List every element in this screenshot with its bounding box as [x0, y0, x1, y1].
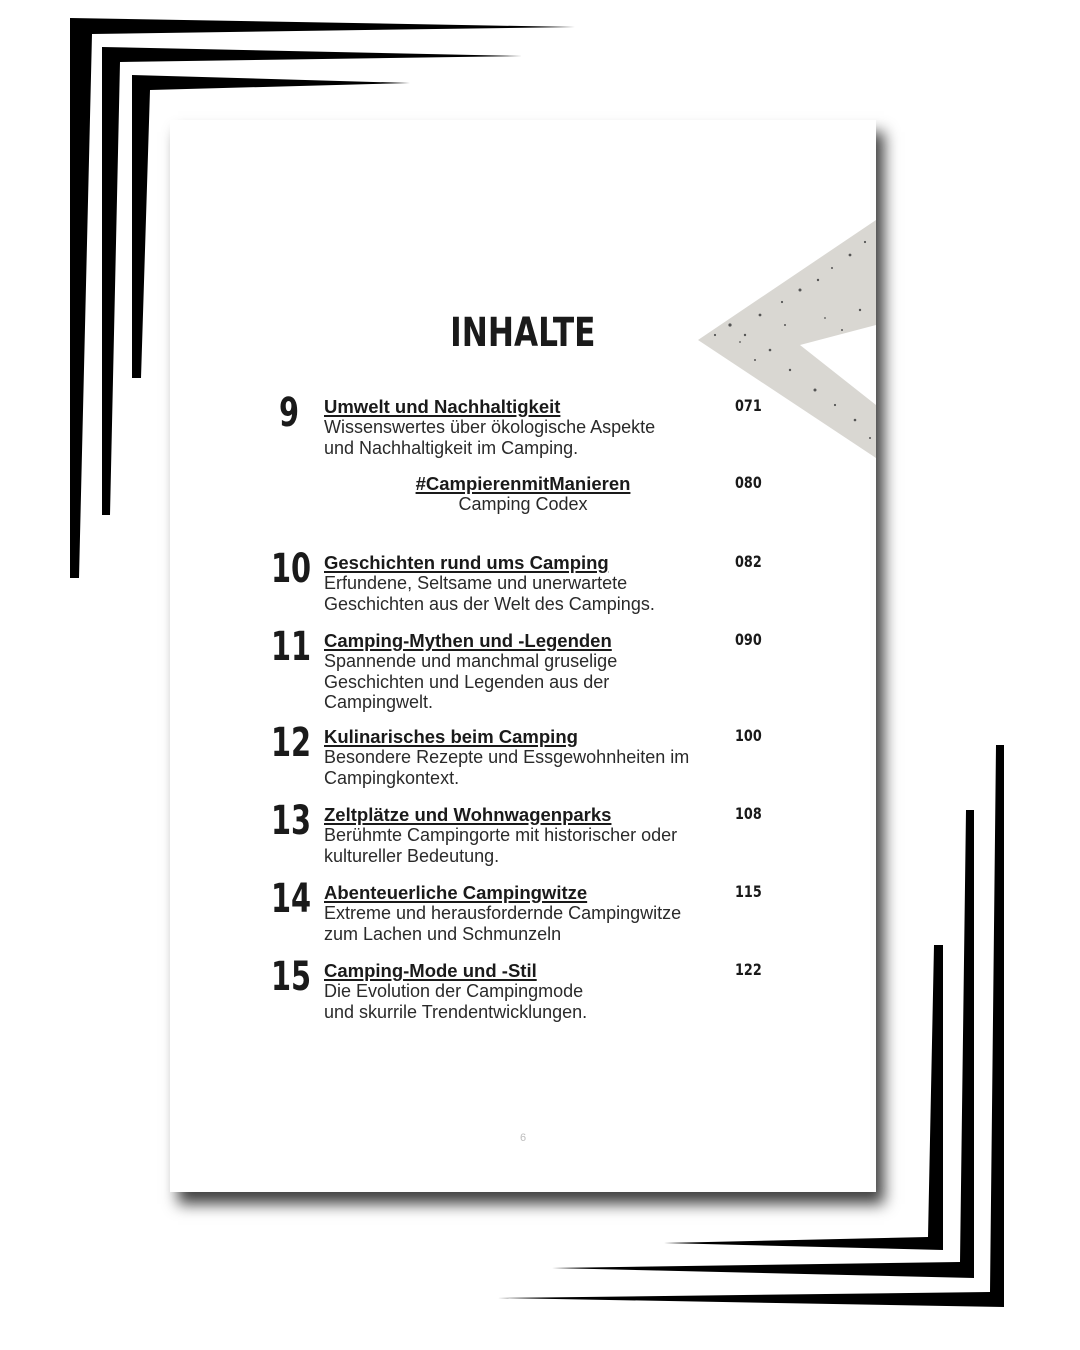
chapter-number: 15: [271, 954, 312, 1000]
chapter-description: Spannende und manchmal gruselige Geschichten und Legenden aus der Campingwelt.: [324, 651, 618, 712]
chapter-heading[interactable]: Camping-Mode und -Stil: [324, 960, 537, 981]
chapter-heading[interactable]: Geschichten rund ums Camping: [324, 552, 609, 573]
chapter-heading[interactable]: Kulinarisches beim Camping: [324, 726, 578, 747]
chapter-description: Camping Codex: [458, 494, 588, 514]
chapter-page: 122: [735, 960, 762, 979]
chapter-description: Die Evolution der Campingmode und skurrile Trendentwicklungen.: [324, 981, 588, 1022]
chapter-description: Erfundene, Seltsame und unerwartete Geschichten aus der Welt des Campings.: [324, 573, 655, 614]
chapter-page: 115: [735, 882, 762, 901]
chapter-heading[interactable]: Zeltplätze und Wohnwagenparks: [324, 804, 612, 825]
chapter-heading[interactable]: #CampierenmitManieren: [415, 473, 631, 494]
chapter-page: 071: [735, 396, 762, 415]
chapter-page: 090: [735, 630, 762, 649]
chapter-number: 12: [271, 720, 312, 766]
toc-content: [170, 120, 876, 1192]
chapter-page: 108: [735, 804, 762, 823]
document-page: [170, 120, 876, 1192]
chapter-description: Berühmte Campingorte mit historischer oder kultureller Bedeutung.: [324, 825, 678, 866]
chapter-number: 9: [278, 390, 300, 436]
chapter-heading[interactable]: Abenteuerliche Campingwitze: [324, 882, 588, 903]
chapter-number: 13: [271, 798, 312, 844]
chapter-page: 082: [735, 552, 762, 571]
chapter-heading[interactable]: Camping-Mythen und -Legenden: [324, 630, 612, 651]
chapter-description: Wissenswertes über ökologische Aspekte und Nachhaltigkeit im Camping.: [324, 417, 656, 458]
chapter-page: 080: [735, 473, 762, 492]
chapter-page: 100: [735, 726, 762, 745]
chapter-description: Extreme und herausfordernde Campingwitze zum Lachen und Schmunzeln: [324, 903, 682, 944]
chapter-description: Besondere Rezepte und Essgewohnheiten im Campingkontext.: [324, 747, 690, 788]
chapter-number: 10: [271, 546, 312, 592]
chapter-number: 11: [271, 624, 312, 670]
chapter-number: 14: [271, 876, 312, 922]
page-number: 6: [519, 1132, 527, 1144]
page-title: INHALTE: [450, 310, 596, 356]
chapter-heading[interactable]: Umwelt und Nachhaltigkeit: [324, 396, 561, 417]
